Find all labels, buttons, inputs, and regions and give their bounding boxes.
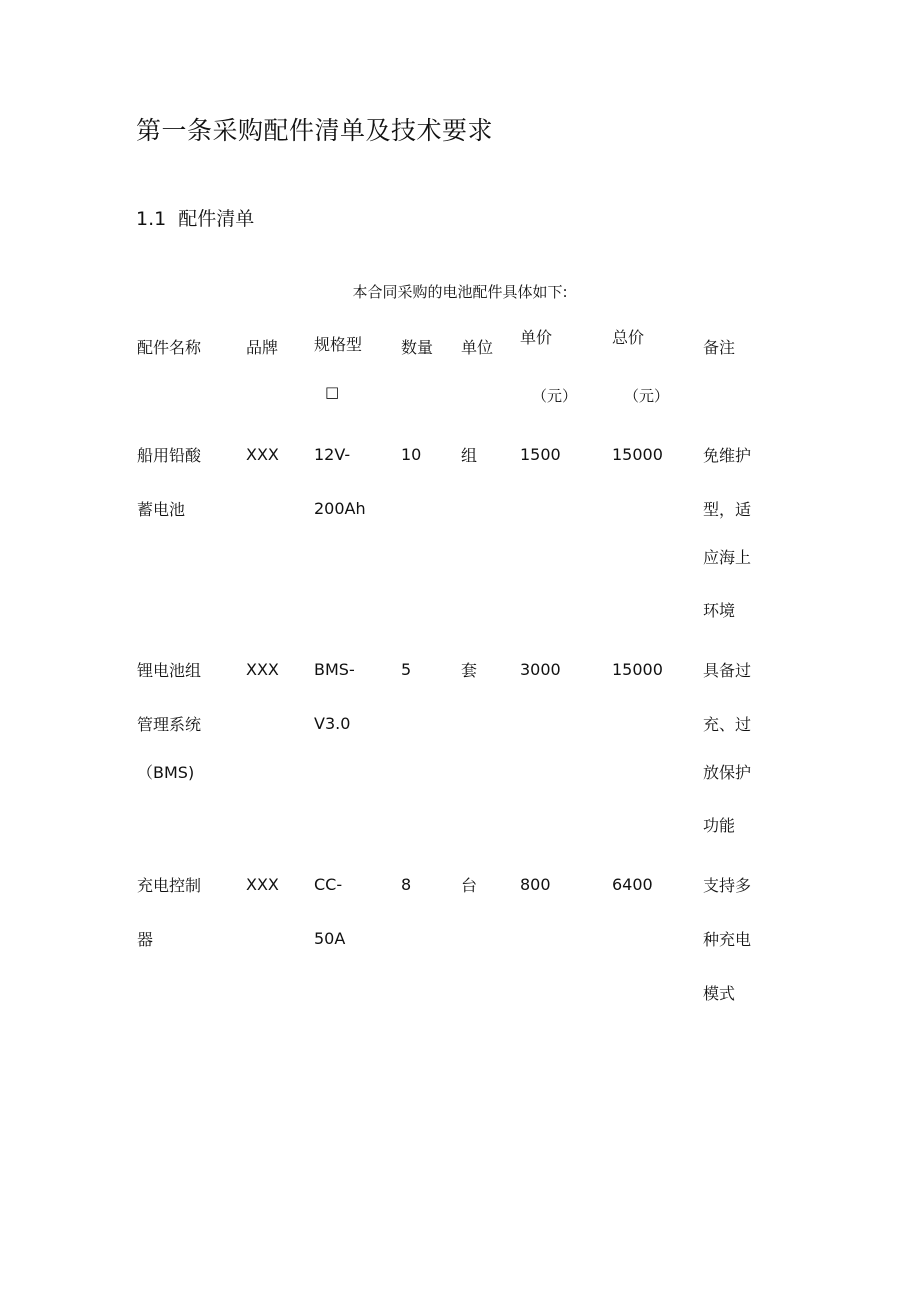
row1-name-line1: 船用铅酸 <box>137 446 202 465</box>
header-brand: 品牌 <box>246 338 279 357</box>
row3-spec-line1: CC- <box>314 875 343 894</box>
row3-remark-line1: 支持多 <box>703 876 752 895</box>
row2-remark-line1: 具备过 <box>703 661 752 680</box>
row1-spec-line1: 12V- <box>314 445 351 464</box>
row3-name-line2: 器 <box>137 930 154 949</box>
header-price-line2: （元） <box>532 387 578 405</box>
row1-total: 15000 <box>612 445 663 464</box>
row1-spec-line2: 200Ah <box>314 499 366 518</box>
row3-brand: XXX <box>246 875 279 894</box>
row1-name-line2: 蓄电池 <box>137 500 186 519</box>
row3-name-line1: 充电控制 <box>137 876 202 895</box>
header-name: 配件名称 <box>137 338 202 357</box>
row2-remark-line4: 功能 <box>703 816 736 835</box>
section-number: 1.1 <box>136 208 167 230</box>
row1-remark-line1: 免维护 <box>703 446 752 465</box>
row2-price: 3000 <box>520 660 561 679</box>
row1-unit: 组 <box>461 446 478 465</box>
section-heading <box>136 204 254 231</box>
section-title: 配件清单 <box>178 208 255 230</box>
row1-remark-line2: 型，适 <box>703 500 752 519</box>
header-price-line1: 单价 <box>520 328 553 347</box>
row3-unit: 台 <box>461 876 478 895</box>
row2-remark-line2: 充、过 <box>703 715 752 734</box>
header-total-line2: （元） <box>624 387 670 405</box>
row2-total: 15000 <box>612 660 663 679</box>
row1-remark-line4: 环境 <box>703 601 736 620</box>
page-heading: 第一条采购配件清单及技术要求 <box>136 116 494 145</box>
row2-brand: XXX <box>246 660 279 679</box>
header-spec-line2: □ <box>325 383 340 401</box>
header-unit: 单位 <box>461 338 494 357</box>
row3-remark-line3: 模式 <box>703 984 736 1003</box>
header-remark: 备注 <box>703 338 736 357</box>
row2-name-line2: 管理系统 <box>137 715 202 734</box>
row2-spec-line1: BMS- <box>314 660 355 679</box>
row1-qty: 10 <box>401 445 422 464</box>
row2-qty: 5 <box>401 660 412 679</box>
row3-price: 800 <box>520 875 551 894</box>
row2-remark-line3: 放保护 <box>703 763 752 782</box>
row3-qty: 8 <box>401 875 412 894</box>
row1-remark-line3: 应海上 <box>703 548 752 567</box>
row1-price: 1500 <box>520 445 561 464</box>
header-qty: 数量 <box>401 338 434 357</box>
row3-total: 6400 <box>612 875 653 894</box>
row1-brand: XXX <box>246 445 279 464</box>
row2-name-line3: （BMS) <box>137 763 195 782</box>
row2-spec-line2: V3.0 <box>314 714 351 733</box>
row3-spec-line2: 50A <box>314 929 346 948</box>
row2-unit: 套 <box>461 661 478 680</box>
row2-name-line1: 锂电池组 <box>137 661 202 680</box>
row3-remark-line2: 种充电 <box>703 930 752 949</box>
header-total-line1: 总价 <box>612 328 645 347</box>
header-spec-line1: 规格型 <box>314 335 363 354</box>
intro-text: 本合同采购的电池配件具体如下: <box>352 283 568 301</box>
